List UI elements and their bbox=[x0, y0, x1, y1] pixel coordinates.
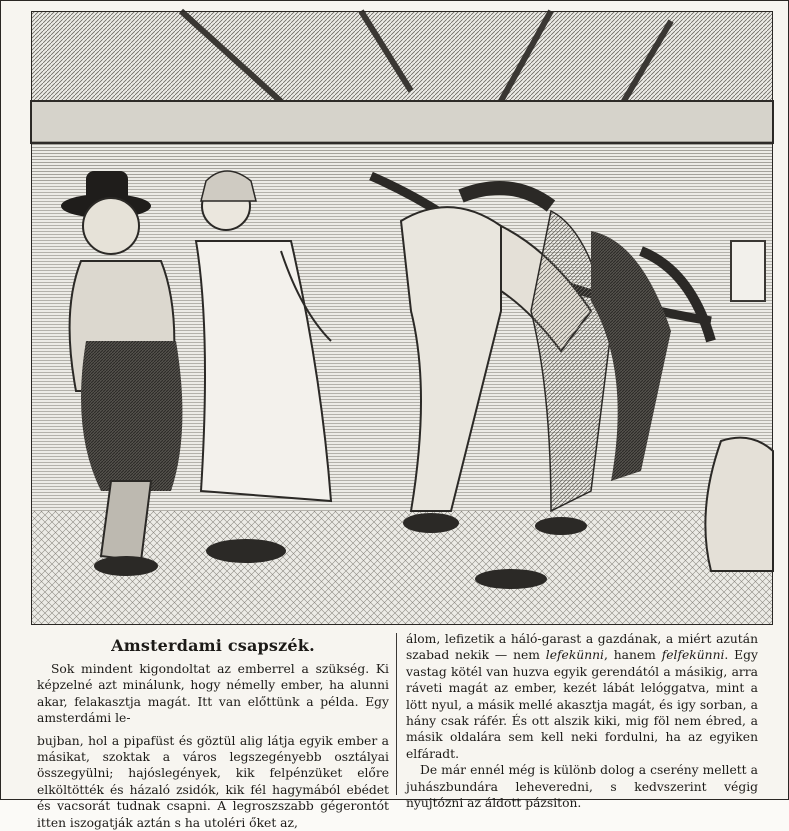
ceiling bbox=[31, 11, 773, 111]
beam bbox=[31, 101, 773, 143]
right-paragraph-1-text-c: . Egy vastag kötél van huzva egyik gerendától a másikig, arra ráveti magát az ember, kezét lábát lelóggatva, mint a lött nyul, a másik mellé akasztja magát, és igy sorban, a hány csak ráfér. És ott alszik kiki, mig föl nem ébred, a másik oldalára sem kell neki fordulni, ha az egyiken elfáradt. bbox=[406, 648, 758, 761]
emphasis-lefekunni: lefekünni bbox=[545, 648, 604, 663]
column-divider bbox=[396, 633, 397, 795]
shoe-on-floor bbox=[475, 569, 547, 589]
left-paragraph-2: bujban, hol a pipafüst és göztül alig látja egyik ember a másikat, szoktak a város legszegényebb osztályai összegyülni; hajóslegények, kik felpénzüket előre elköltötték és házaló zsidók, kik fél hagymából ebédet és vacsorát tudnak csapni. A legroszszabb gégerontót itten iszogatják aztán s ha utoléri őket az, bbox=[37, 733, 389, 830]
right-column bbox=[406, 631, 758, 811]
tavern-scene-illustration bbox=[31, 11, 773, 625]
emphasis-felfekunni: felfekünni bbox=[661, 648, 725, 663]
left-paragraph-1: Sok mindent kigondoltat az emberrel a szükség. Ki képzelné azt minálunk, hogy némelly ember, ha alunni akar, felakasztja magát. Itt van előttünk a példa. Egy amsterdámi le- bbox=[37, 662, 389, 726]
engraving-illustration bbox=[31, 11, 773, 625]
right-paragraph-2: De már ennél még is különb dolog a cserény mellett a juhászbundára leheveredni, s kedvszerint végig nyujtózni az áldott pázsiton. bbox=[406, 763, 758, 811]
right-paragraph-1-text-b: , hanem bbox=[603, 648, 662, 663]
right-paragraph-1-text-a: álom, lefizetik a háló-garast a gazdának, a miért azután szabad nekik — nem bbox=[406, 632, 758, 663]
article-title: Amsterdami csapszék. bbox=[111, 636, 315, 655]
beam-underside bbox=[31, 141, 773, 181]
right-paragraph-1 bbox=[406, 631, 758, 762]
seated-figure bbox=[705, 438, 773, 571]
left-column bbox=[37, 631, 389, 830]
wall-lamp bbox=[731, 241, 765, 301]
article-columns bbox=[31, 631, 773, 830]
